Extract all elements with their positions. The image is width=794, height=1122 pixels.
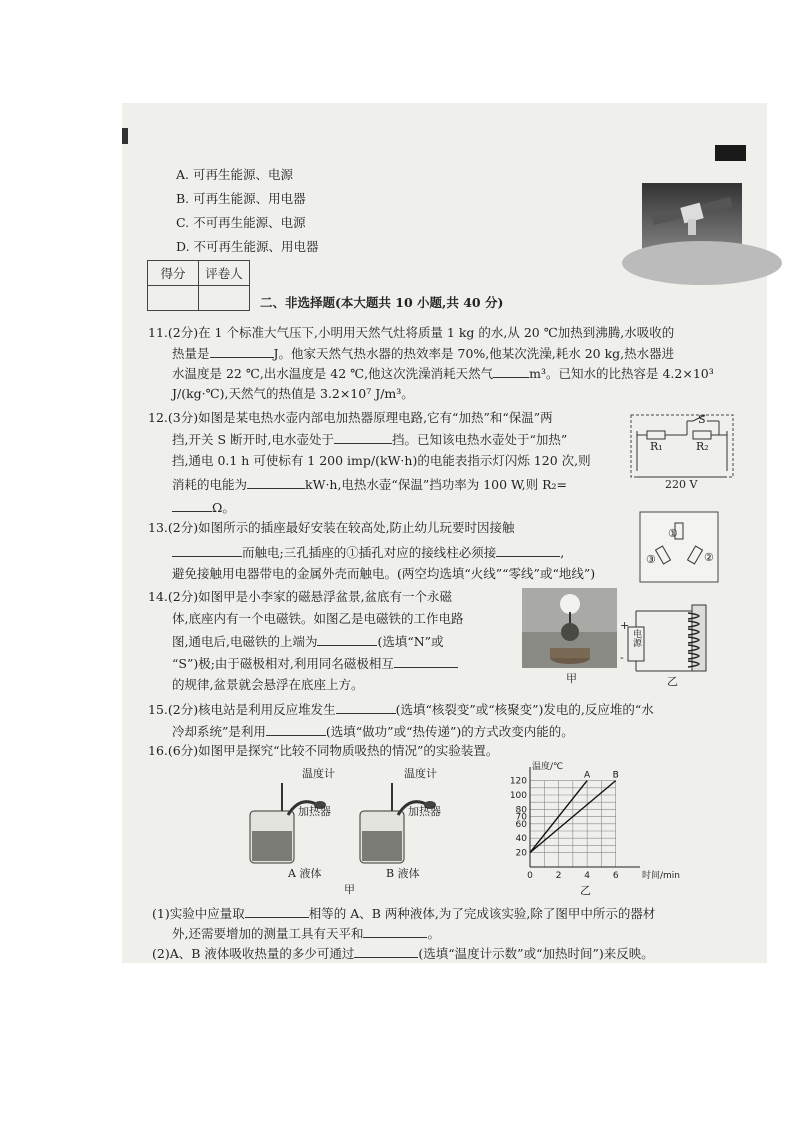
series-label-b: B (612, 770, 619, 781)
q14-line3: 图,通电后,电磁铁的上端为 (选填“N”或 (172, 634, 444, 649)
q16-line1: 16.(6分)如图甲是探究“比较不同物质吸热的情况”的实验装置。 (148, 743, 499, 758)
q12-blank3[interactable] (172, 499, 212, 512)
grader-cell (199, 286, 250, 311)
q16-blank1[interactable] (245, 905, 309, 918)
q16-sub1-line1: (1)实验中应量取 相等的 A、B 两种液体,为了完成该实验,除了图甲中所示的器材 (152, 906, 656, 921)
q13-line3: 避免接触用电器带电的金属外壳而触电。(两空均选填“火线”“零线”或“地线”) (172, 566, 596, 581)
temperature-time-chart (500, 761, 681, 891)
q11-line1: 11.(2分)在 1 个标准大气压下,小明用天然气灶将质量 1 kg 的水,从 20 ℃加热到沸腾,水吸收的 (148, 325, 675, 340)
q16-sub1-line2: 外,还需要增加的测量工具有天平和 。 (172, 926, 440, 941)
switch-label: S (698, 413, 706, 426)
option-b: B. 可再生能源、用电器 (176, 191, 306, 206)
q14-fig-b-caption: 乙 (667, 675, 678, 688)
score-cell (148, 286, 199, 311)
binding-mark (122, 128, 128, 144)
score-header: 得分 (148, 261, 199, 286)
y-tick-label: 70 (515, 812, 527, 823)
q11-line3: 水温度是 22 ℃,出水温度是 42 ℃,他这次洗澡消耗天然气 m³。已知水的比热容是 4.2×10³ (172, 366, 714, 381)
thermometer-label-b: 温度计 (404, 767, 437, 780)
x-axis-label: 时间/min (642, 871, 681, 881)
q14-line2: 体,底座内有一个电磁铁。如图乙是电磁铁的工作电路 (172, 611, 464, 626)
y-tick-label: 60 (515, 819, 527, 830)
minus-terminal: - (620, 651, 624, 664)
q14-line1: 14.(2分)如图甲是小李家的磁悬浮盆景,盆底有一个永磁 (148, 589, 453, 604)
q12-blank1[interactable] (334, 431, 392, 444)
option-d: D. 不可再生能源、用电器 (176, 239, 319, 254)
y-tick-label: 100 (509, 791, 527, 801)
y-axis-label: 温度/℃ (532, 762, 564, 772)
x-tick-label: 0 (527, 871, 533, 881)
q14-line4: “S”)极;由于磁极相对,利用同名磁极相互 (172, 655, 458, 672)
q16-blank3[interactable] (354, 945, 418, 958)
liquid-a-label: A 液体 (288, 867, 322, 880)
q15-blank2[interactable] (266, 723, 326, 736)
socket-pin1-label: ① (668, 527, 678, 540)
q16-blank2[interactable] (363, 925, 427, 938)
q15-line2: 冷却系统”是利用 (选填“做功”或“热传递”)的方式改变内能的。 (172, 724, 574, 739)
q16-fig-b-caption: 乙 (580, 884, 591, 897)
liquid-b-label: B 液体 (386, 867, 420, 880)
x-tick-label: 2 (555, 871, 562, 881)
series-label-a: A (584, 770, 591, 781)
r2-label: R₂ (696, 440, 709, 453)
q13-blank2[interactable] (496, 544, 560, 557)
q13-blank1[interactable] (172, 544, 242, 557)
exam-sheet (122, 103, 767, 963)
socket-pin3-label: ③ (646, 553, 656, 566)
heater-label-a: 加热器 (298, 805, 331, 818)
q16-fig-a-caption: 甲 (344, 883, 355, 896)
q11-line4: J/(kg·℃),天然气的热值是 3.2×10⁷ J/m³。 (172, 386, 414, 401)
q15-line1: 15.(2分)核电站是利用反应堆发生 (选填“核裂变”或“核聚变”)发电的,反应堆的“水 (148, 702, 654, 717)
heater-label-b: 加热器 (408, 805, 441, 818)
section-title: 二、非选择题(本大题共 10 小题,共 40 分) (260, 295, 504, 310)
y-tick-label: 80 (515, 805, 527, 816)
voltage-label: 220 V (665, 478, 698, 491)
space-station-image (642, 183, 742, 257)
q12-blank2[interactable] (247, 476, 305, 489)
thermometer-label-a: 温度计 (302, 767, 335, 780)
plus-terminal: + (620, 619, 630, 632)
y-tick-label: 20 (515, 848, 527, 859)
socket-diagram (639, 511, 719, 583)
q15-blank1[interactable] (336, 701, 396, 714)
x-tick-label: 4 (584, 871, 591, 881)
q11-line2: 热量是 J。他家天然气热水器的热效率是 70%,他某次洗澡,耗水 20 kg,热水器进 (172, 346, 675, 361)
q13-line1: 13.(2分)如图所示的插座最好安装在较高处,防止幼儿玩要时因接触 (148, 520, 515, 535)
q14-line5: 的规律,盆景就会悬浮在底座上方。 (172, 677, 364, 692)
q12-line5: Ω。 (172, 499, 235, 516)
score-table (147, 260, 250, 311)
q14-blank1[interactable] (317, 633, 377, 646)
r1-label: R₁ (650, 440, 663, 453)
power-source-label: 电源 (631, 629, 641, 647)
q13-line2: 而触电;三孔插座的①插孔对应的接线柱必须接 , (172, 544, 564, 561)
q12-line1: 12.(3分)如图是某电热水壶内部电加热器原理电路,它有“加热”和“保温”两 (148, 410, 553, 425)
maglev-bonsai-photo (522, 588, 617, 668)
q16-sub2-line1: (2)A、B 液体吸收热量的多少可通过 (选填“温度计示数”或“加热时间”)来反映。 (152, 946, 654, 961)
x-tick-label: 6 (612, 871, 619, 881)
grader-header: 评卷人 (199, 261, 250, 286)
q14-blank2[interactable] (394, 655, 458, 668)
option-c: C. 不可再生能源、电源 (176, 215, 306, 230)
page-mark (715, 145, 746, 161)
y-tick-label: 120 (509, 776, 527, 787)
q11-blank2[interactable] (493, 365, 529, 378)
q14-fig-a-caption: 甲 (566, 672, 577, 685)
q12-line3: 挡,通电 0.1 h 可使标有 1 200 imp/(kW·h)的电能表指示灯闪烁 120 次,则 (172, 453, 591, 468)
q12-line4: 消耗的电能为 kW·h,电热水壶“保温”挡功率为 100 W,则 R₂= (172, 477, 568, 492)
q12-line2: 挡,开关 S 断开时,电水壶处于 挡。已知该电热水壶处于“加热” (172, 432, 568, 447)
socket-pin2-label: ② (704, 551, 714, 564)
q11-blank1[interactable] (210, 345, 274, 358)
heating-apparatus-figure (240, 775, 445, 875)
y-tick-label: 40 (515, 834, 527, 845)
option-a: A. 可再生能源、电源 (176, 167, 293, 182)
